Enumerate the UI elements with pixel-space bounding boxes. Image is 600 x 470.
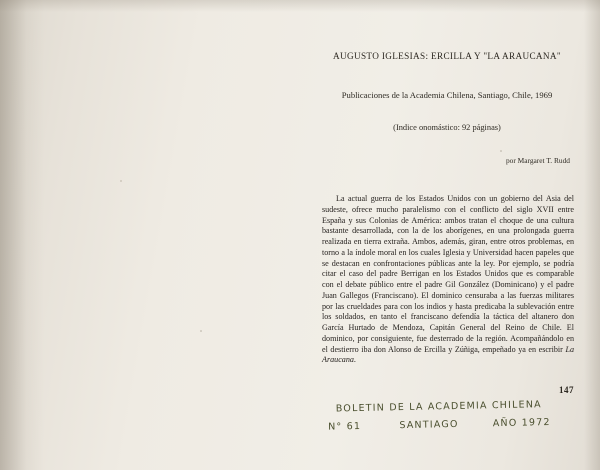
article-header — [322, 50, 572, 165]
page-right-shadow — [584, 0, 600, 470]
article-body — [322, 186, 574, 374]
page-number: 147 — [559, 385, 574, 395]
body-paragraph — [322, 194, 574, 366]
article-title: AUGUSTO IGLESIAS: ERCILLA Y "LA ARAUCANA" — [333, 51, 561, 61]
publication-imprint: Publicaciones de la Academia Chilena, Santiago, Chile, 1969 — [341, 89, 553, 100]
paper-speck — [200, 330, 202, 332]
handwritten-annotation — [326, 395, 583, 436]
page-gutter-shadow — [0, 0, 44, 470]
author-byline: por Margaret T. Rudd — [505, 156, 570, 166]
index-note: (Indice onomástico: 92 páginas) — [393, 123, 501, 133]
handwritten-year: AÑO 1972 — [492, 417, 551, 430]
book-title-italic: La Araucana — [322, 344, 574, 365]
handwritten-issue-number: N° 61 — [328, 420, 362, 433]
handwritten-line-1: BOLETIN DE LA ACADEMIA CHILENA — [335, 399, 542, 415]
page-top-shadow — [0, 0, 600, 12]
handwritten-city: SANTIAGO — [399, 418, 459, 432]
body-paragraph-text: La actual guerra de los Estados Unidos con un gobierno del Asia del sudeste, ofrece mucho paralelismo con el conflicto del siglo XVII entre España y sus Colonias de América: ambos tratan el choque de una cultura bastante desarrollada, con la de los aborígenes, en una prolongada guerra realizada en tierra extraña. Ambos, además, giran, entre otros problemas, en torno a la índole moral en los cuales Iglesia y Universidad hacen papeles que se destacan en confrontaciones públicas ante la ley. Por ejemplo, se podría citar el caso del padre Berrigan en los Estados Unidos que es comparable con el debate público entre el padre Gil González (Dominicano) y el padre Juan Gallegos (Franciscano). El dominico censuraba a las fuerzas militares por las crueldades para con los indios y hasta predicaba la sublevación entre los soldados, en tanto el franciscano defendía la táctica del altanero don García Hurtado de Mendoza, Capitán General del Reino de Chile. El dominico, por consiguiente, fue desterrado de la región. Acompañándolo en el destierro iba don Alonso de Ercilla y Zúñiga, empeñado ya en escribir — [322, 194, 574, 354]
paper-speck — [120, 180, 122, 182]
body-paragraph-end: . — [353, 355, 356, 365]
